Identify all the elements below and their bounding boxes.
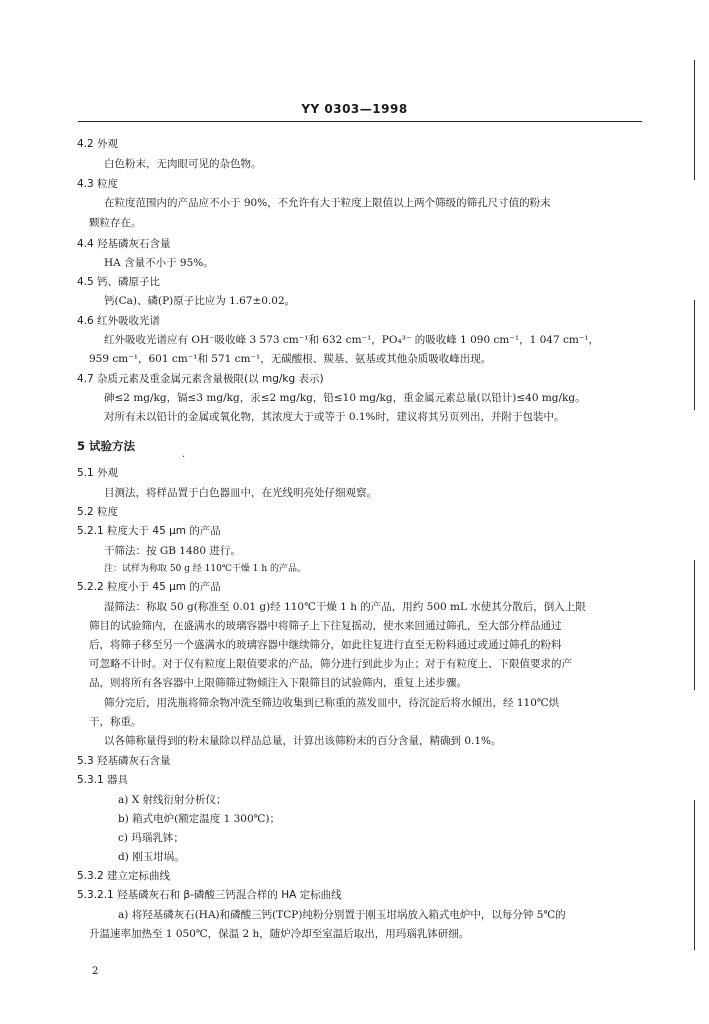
clause-text: 升温速率加热至 1 050℃，保温 2 h，随炉冷却至室温后取出，用玛瑙乳钵研细。 <box>89 928 470 940</box>
clause-text: 干，称重。 <box>89 716 142 728</box>
scan-edge-mark <box>694 800 695 950</box>
list-item: a) 将羟基磷灰石(HA)和磷酸三钙(TCP)纯粉分别置于刚玉坩埚放入箱式电炉中，以每分钟 5℃的 <box>118 909 566 921</box>
clause-text: 959 cm⁻¹，601 cm⁻¹和 571 cm⁻¹，无碳酸根、羰基、氨基或其他杂质吸收峰出现。 <box>89 353 492 365</box>
subclause-heading: 5.3.2 建立定标曲线 <box>77 870 171 882</box>
clause-heading: 5.3 羟基磷灰石含量 <box>77 755 171 767</box>
clause-text: 可忽略不计时。对于仅有粒度上限值要求的产品，筛分进行到此步为止；对于有粒度上、下限值要求的产 <box>89 658 572 670</box>
clause-text: 干筛法：按 GB 1480 进行。 <box>104 545 241 557</box>
list-item: d) 刚玉坩埚。 <box>118 851 185 863</box>
subclause-heading: 5.3.1 器具 <box>77 774 129 786</box>
clause-text: 对所有未以铅计的金属或氧化物，其浓度大于或等于 0.1%时，建议将其另页列出，并附于包装中。 <box>104 411 565 423</box>
clause-heading: 4.2 外观 <box>77 138 119 150</box>
scan-edge-mark <box>694 560 695 690</box>
clause-text: HA 含量不小于 95%。 <box>104 257 214 269</box>
subclause-heading: 5.2.2 粒度小于 45 μm 的产品 <box>77 581 221 593</box>
clause-text: 以各筛称量得到的粉末量除以样品总量，计算出该筛粉末的百分含量，精确到 0.1%。 <box>104 735 502 747</box>
clause-text: 颗粒存在。 <box>89 217 142 229</box>
clause-text: 目测法，将样品置于白色器皿中，在光线明亮处仔细观察。 <box>104 487 377 499</box>
clause-text: 在粒度范围内的产品应不小于 90%，不允许有大于粒度上限值以上两个筛级的筛孔尺寸值的粉末 <box>104 197 551 209</box>
clause-heading: 4.7 杂质元素及重金属元素含量极限(以 mg/kg 表示) <box>77 373 324 385</box>
clause-text: 白色粉末，无肉眼可见的杂色物。 <box>104 158 262 170</box>
list-item: c) 玛瑙乳钵； <box>118 832 184 844</box>
scan-edge-mark <box>694 60 695 180</box>
clause-heading: 4.3 粒度 <box>77 178 119 190</box>
list-item: a) X 射线衍射分析仪； <box>118 794 227 806</box>
subclause-heading: 5.3.2.1 羟基磷灰石和 β-磷酸三钙混合样的 HA 定标曲线 <box>77 889 342 901</box>
header-rule <box>78 121 642 122</box>
clause-text: 湿筛法：称取 50 g(称准至 0.01 g)经 110℃干燥 1 h 的产品，用约 500 mL 水使其分散后，倒入上限 <box>104 601 586 613</box>
section-heading: 5 试验方法 <box>77 439 136 453</box>
clause-heading: 5.2 粒度 <box>77 506 119 518</box>
list-item: b) 箱式电炉(额定温度 1 300℃)； <box>118 813 280 825</box>
note-text: 注：试样为称取 50 g 经 110℃干燥 1 h 的产品。 <box>104 564 307 574</box>
subclause-heading: 5.2.1 粒度大于 45 μm 的产品 <box>77 525 221 537</box>
clause-text: 筛目的试验筛内，在盛满水的玻璃容器中将筛子上下往复摇动，使水来回通过筛孔，至大部分样品通过 <box>89 620 562 632</box>
clause-text: 钙(Ca)、磷(P)原子比应为 1.67±0.02。 <box>104 295 296 307</box>
clause-text: 筛分完后，用洗瓶将筛余物冲洗至筛边收集到已称重的蒸发皿中，待沉淀后将水倾出，经 110℃烘 <box>104 697 560 709</box>
page-number: 2 <box>92 966 99 977</box>
clause-heading: 4.5 钙、磷原子比 <box>77 276 161 288</box>
page-header: YY 0303—1998 <box>301 102 408 116</box>
scan-speck: · <box>182 452 186 463</box>
clause-heading: 4.4 羟基磷灰石含量 <box>77 238 171 250</box>
clause-heading: 4.6 红外吸收光谱 <box>77 315 161 327</box>
clause-text: 品，则将所有各容器中上限筛筛过物倾注入下限筛目的试验筛内，重复上述步骤。 <box>89 677 467 689</box>
clause-text: 后，将筛子移至另一个盛满水的玻璃容器中继续筛分，如此往复进行直至无粉料通过或通过筛孔的粉料 <box>89 639 562 651</box>
clause-heading: 5.1 外观 <box>77 467 119 479</box>
clause-text: 红外吸收光谱应有 OH⁻吸收峰 3 573 cm⁻¹和 632 cm⁻¹，PO₄³⁻ 的吸收峰 1 090 cm⁻¹，1 047 cm⁻¹， <box>104 334 600 346</box>
clause-text: 砷≤2 mg/kg，镉≤3 mg/kg，汞≤2 mg/kg，铅≤10 mg/kg，重金属元素总量(以铅计)≤40 mg/kg。 <box>104 392 586 404</box>
scan-edge-mark <box>694 300 695 410</box>
